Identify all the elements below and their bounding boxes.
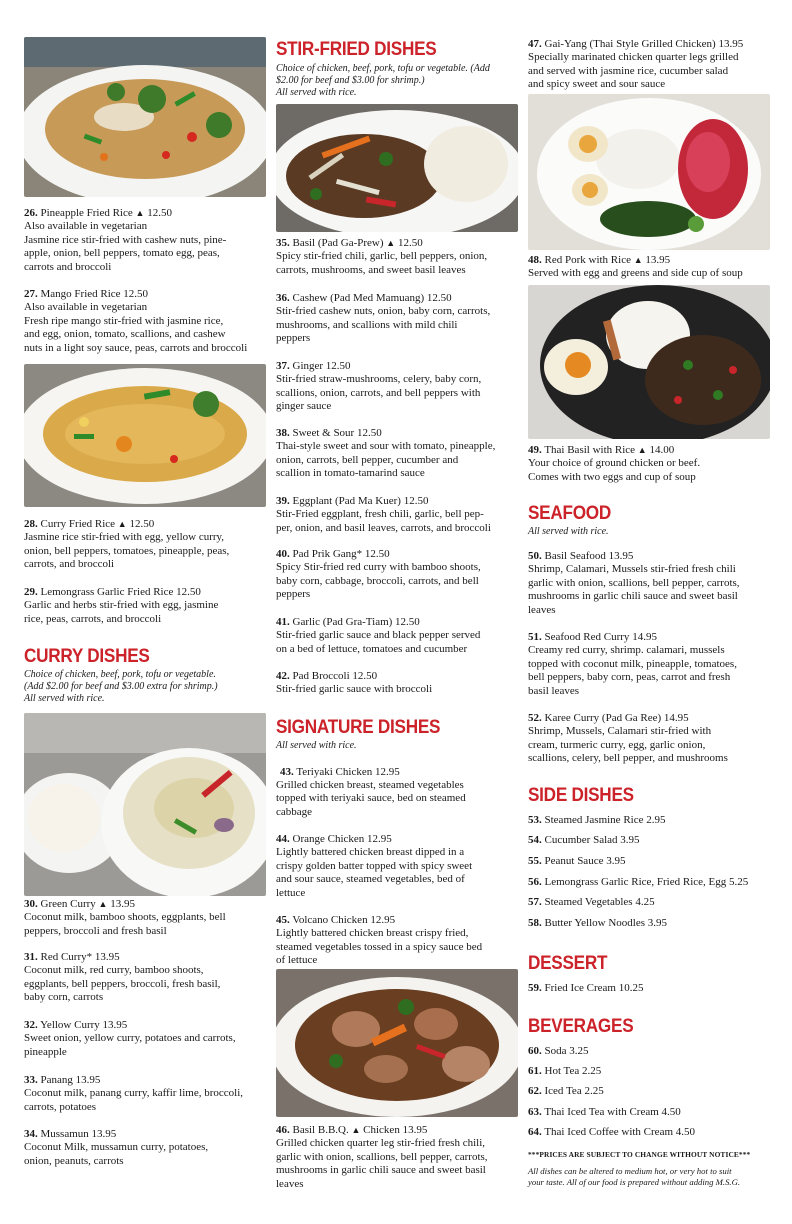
section-note-stir-fried: Choice of chicken, beef, pork, tofu or vegetable. (Add $2.00 for beef and $3.00 for shrimp.) All served with rice. [276, 63, 490, 98]
item-price: 12.50 [395, 616, 420, 628]
item-name: Karee Curry (Pad Ga Ree) [544, 712, 662, 724]
item-number: 30. [24, 898, 38, 910]
item-price: 14.00 [649, 444, 675, 456]
menu-item-45 [276, 914, 518, 968]
item-price: 14.95 [663, 712, 689, 724]
item-name: Panang [40, 1074, 73, 1086]
item-price: 13.95 [402, 1124, 428, 1136]
spicy-indicator-icon: ▲ [386, 238, 396, 248]
thai-basil-with-rice-photo [528, 285, 770, 439]
item-number: 61. [528, 1065, 542, 1077]
item-price: 12.50 [129, 518, 155, 530]
section-heading-seafood: SEAFOOD [528, 502, 612, 524]
item-text: Cucumber Salad 3.95 [544, 834, 640, 846]
spicy-indicator-icon: ▲ [135, 208, 145, 218]
item-number: 39. [276, 495, 290, 507]
item-number: 26. [24, 207, 38, 219]
menu-item-28 [24, 518, 266, 572]
side-item-56 [528, 876, 748, 888]
item-number: 49. [528, 444, 542, 456]
item-description: Garlic and herbs stir-fried with egg, jasmine rice, peas, carrots, and broccoli [24, 599, 219, 625]
item-description: Stir-Fried eggplant, fresh chili, garlic, bell pep- per, onion, and basil leaves, carrots, and broccoli [276, 508, 491, 534]
item-price: 12.50 [364, 548, 390, 560]
item-text: Lemongrass Garlic Rice, Fried Rice, Egg 5.25 [544, 876, 749, 888]
item-price: 13.95 [110, 898, 135, 910]
item-name: Pad Prik Gang* [292, 548, 363, 560]
menu-item-37 [276, 360, 518, 414]
item-description: Also available in vegetarian Fresh ripe mango stir-fried with jasmine rice, and egg, onion, tomato, scallions, and cashew nuts in a light soy sauce, peas, carrots and broccoli [24, 301, 248, 354]
item-number: 41. [276, 616, 290, 628]
item-name: Teriyaki Chicken [296, 766, 373, 778]
beverage-item-63 [528, 1106, 681, 1118]
mango-curry-fried-rice-photo [24, 364, 266, 507]
item-price: 12.50 [147, 207, 172, 219]
item-number: 29. [24, 586, 38, 598]
item-description: Stir-fried garlic sauce with broccoli [276, 683, 433, 696]
red-pork-with-rice-photo [528, 94, 770, 250]
item-number: 50. [528, 550, 542, 562]
item-name: Seafood Red Curry [544, 631, 630, 643]
item-number: 56. [528, 876, 542, 888]
item-name: Thai Basil with Rice [544, 444, 636, 456]
item-description: Sweet onion, yellow curry, potatoes and carrots, pineapple [24, 1032, 236, 1058]
menu-item-49 [528, 444, 770, 484]
item-price: 13.95 [718, 38, 744, 50]
item-description: Stir-fried cashew nuts, onion, baby corn, carrots, mushrooms, and scallions with mild chili peppers [276, 305, 491, 345]
item-description: Grilled chicken breast, steamed vegetables topped with teriyaki sauce, bed on steamed cabbage [276, 779, 466, 818]
item-name: Basil B.B.Q. [292, 1124, 349, 1136]
menu-item-35 [276, 237, 518, 277]
item-description: Coconut milk, bamboo shoots, eggplants, bell peppers, broccoli and fresh basil [24, 911, 226, 937]
item-description: Creamy red curry, shrimp. calamari, mussels topped with coconut milk, pineapple, tomatoes, bell peppers, baby corn, peas, carrot and fresh basil leaves [528, 644, 737, 697]
item-number: 46. [276, 1124, 290, 1136]
item-name: Mussamun [40, 1128, 89, 1140]
dessert-item-59 [528, 982, 643, 994]
item-name: Sweet & Sour [292, 427, 355, 439]
item-number: 36. [276, 292, 290, 304]
item-description: Grilled chicken quarter leg stir-fried fresh chili, garlic with onion, scallions, bell pepper, carrots, mushrooms in garlic chili sauce and sweet basil leaves [276, 1137, 488, 1190]
item-name-suffix: Chicken [363, 1124, 400, 1136]
item-number: 52. [528, 712, 542, 724]
item-number: 64. [528, 1126, 542, 1138]
side-item-57 [528, 896, 655, 908]
side-item-53 [528, 814, 665, 826]
item-name: Curry Fried Rice [40, 518, 116, 530]
item-text: Fried Ice Cream 10.25 [544, 982, 644, 994]
item-description: Stir-fried garlic sauce and black pepper served on a bed of lettuce, tomatoes and cucumber [276, 629, 481, 655]
item-number: 28. [24, 518, 38, 530]
section-note-seafood: All served with rice. [528, 526, 609, 537]
item-number: 58. [528, 917, 542, 929]
item-price: 12.50 [352, 670, 378, 682]
item-name: Eggplant (Pad Ma Kuer) [292, 495, 401, 507]
item-price: 12.95 [374, 766, 400, 778]
item-price: 14.95 [632, 631, 657, 643]
item-number: 38. [276, 427, 290, 439]
item-description: Shrimp, Calamari, Mussels stir-fried fresh chili garlic with onion, scallions, bell pepper, carrots, mushrooms in garlic chili sauce and sweet basil leaves [528, 563, 740, 616]
item-description: Also available in vegetarian Jasmine rice stir-fried with cashew nuts, pine- apple, onion, bell peppers, tomato egg, peas, carrots and broccoli [24, 220, 227, 273]
menu-item-34 [24, 1128, 266, 1168]
item-description: Specially marinated chicken quarter legs grilled and served with jasmine rice, cucumber salad and spicy sweet and sour sauce [528, 51, 739, 91]
item-text: Butter Yellow Noodles 3.95 [544, 917, 668, 929]
menu-item-36 [276, 292, 518, 346]
item-name: Garlic (Pad Gra-Tiam) [292, 616, 393, 628]
menu-item-29 [24, 586, 266, 626]
side-item-54 [528, 834, 640, 846]
item-description: Your choice of ground chicken or beef. Comes with two eggs and cup of soup [528, 457, 701, 483]
item-price: 12.50 [397, 237, 423, 249]
item-description: Jasmine rice stir-fried with egg, yellow curry, onion, bell peppers, tomatoes, pineapple, peas, carrots, and broccoli [24, 531, 230, 571]
item-description: Coconut milk, red curry, bamboo shoots, eggplants, bell peppers, broccoli, fresh basil, baby corn, carrots [24, 964, 221, 1004]
menu-item-50 [528, 550, 770, 617]
item-name: Basil (Pad Ga-Prew) [292, 237, 384, 249]
item-text: Iced Tea 2.25 [544, 1085, 604, 1097]
item-price: 13.95 [75, 1074, 101, 1086]
menu-item-40 [276, 548, 518, 602]
section-note-curry: Choice of chicken, beef, pork, tofu or vegetable. (Add $2.00 for beef and $3.00 extra for shrimp.) All served with rice. [24, 669, 218, 704]
item-description: Coconut milk, panang curry, kaffir lime, broccoli, carrots, potatoes [24, 1087, 244, 1113]
item-description: Spicy Stir-fried red curry with bamboo shoots, baby corn, cabbage, broccoli, carrots, and bell peppers [276, 561, 481, 601]
item-description: Lightly battered chicken breast crispy fried, steamed vegetables tossed in a spicy sauce bed of lettuce [276, 927, 483, 967]
menu-item-44 [276, 833, 518, 900]
beverage-item-64 [528, 1126, 695, 1138]
item-description: Thai-style sweet and sour with tomato, pineapple, onion, carrots, bell pepper, cucumber and scallion in tomato-tamarind sauce [276, 440, 496, 480]
menu-item-26 [24, 207, 266, 274]
item-price: 12.50 [176, 586, 201, 598]
item-description: Spicy stir-fried chili, garlic, bell peppers, onion, carrots, mushrooms, and sweet basil leaves [276, 250, 488, 276]
item-price: 12.50 [325, 360, 351, 372]
item-name: Cashew (Pad Med Mamuang) [292, 292, 425, 304]
beverage-item-62 [528, 1085, 604, 1097]
menu-item-41 [276, 616, 518, 656]
item-number: 63. [528, 1106, 542, 1118]
spicy-indicator-icon: ▲ [637, 445, 647, 455]
item-price: 13.95 [608, 550, 634, 562]
item-number: 31. [24, 951, 38, 963]
menu-item-42 [276, 670, 518, 697]
beverage-item-60 [528, 1045, 589, 1057]
menu-item-38 [276, 427, 518, 481]
menu-item-51 [528, 631, 770, 698]
item-text: Steamed Jasmine Rice 2.95 [544, 814, 666, 826]
item-number: 27. [24, 288, 38, 300]
menu-item-46 [276, 1124, 518, 1191]
item-number: 47. [528, 38, 542, 50]
section-heading-side-dishes: SIDE DISHES [528, 784, 634, 806]
spicy-indicator-icon: ▲ [351, 1125, 361, 1135]
menu-item-43 [280, 766, 518, 779]
item-number: 57. [528, 896, 542, 908]
item-price: 12.95 [367, 833, 392, 845]
item-price: 13.95 [91, 1128, 117, 1140]
item-description: Served with egg and greens and side cup of soup [528, 267, 743, 280]
item-number: 32. [24, 1019, 38, 1031]
section-heading-beverages: BEVERAGES [528, 1015, 634, 1037]
item-name: Gai-Yang (Thai Style Grilled Chicken) [544, 38, 716, 50]
spicy-indicator-icon: ▲ [98, 899, 108, 909]
item-text: Thai Iced Tea with Cream 4.50 [544, 1106, 681, 1118]
item-number: 51. [528, 631, 542, 643]
item-text: Thai Iced Coffee with Cream 4.50 [544, 1126, 696, 1138]
side-item-58 [528, 917, 667, 929]
item-price: 12.50 [426, 292, 452, 304]
item-number: 59. [528, 982, 542, 994]
spicy-indicator-icon: ▲ [633, 255, 643, 265]
item-text: Soda 3.25 [544, 1045, 589, 1057]
item-number: 43. [280, 766, 294, 778]
item-name: Red Pork with Rice [544, 254, 631, 266]
basil-stir-fry-photo [276, 104, 518, 232]
item-name: Red Curry* [40, 951, 93, 963]
item-number: 60. [528, 1045, 542, 1057]
item-name: Pad Broccoli [292, 670, 350, 682]
item-name: Orange Chicken [292, 833, 365, 845]
item-number: 37. [276, 360, 290, 372]
menu-item-48 [528, 254, 770, 281]
spicy-indicator-icon: ▲ [117, 519, 127, 529]
section-heading-curry: CURRY DISHES [24, 645, 150, 667]
item-number: 48. [528, 254, 542, 266]
item-number: 40. [276, 548, 290, 560]
item-price: 12.95 [370, 914, 396, 926]
item-number: 62. [528, 1085, 542, 1097]
item-number: 55. [528, 855, 542, 867]
item-description: Coconut Milk, mussamun curry, potatoes, onion, peanuts, carrots [24, 1141, 209, 1167]
menu-item-47 [528, 38, 770, 92]
item-name: Yellow Curry [40, 1019, 100, 1031]
section-note-signature: All served with rice. [276, 740, 357, 751]
item-number: 34. [24, 1128, 38, 1140]
menu-item-43-description [276, 779, 518, 819]
item-number: 44. [276, 833, 290, 845]
section-heading-dessert: DESSERT [528, 952, 608, 974]
item-price: 12.50 [403, 495, 429, 507]
section-heading-signature: SIGNATURE DISHES [276, 716, 441, 738]
item-name: Volcano Chicken [292, 914, 368, 926]
item-name: Lemongrass Garlic Fried Rice [40, 586, 174, 598]
menu-item-52 [528, 712, 770, 766]
item-price: 13.95 [645, 254, 671, 266]
section-heading-stir-fried: STIR-FRIED DISHES [276, 38, 437, 60]
item-number: 33. [24, 1074, 38, 1086]
item-name: Ginger [292, 360, 324, 372]
menu-item-27 [24, 288, 266, 355]
item-text: Steamed Vegetables 4.25 [544, 896, 655, 908]
basil-bbq-chicken-photo [276, 969, 518, 1117]
item-name: Basil Seafood [544, 550, 606, 562]
menu-item-30 [24, 898, 266, 938]
beverage-item-61 [528, 1065, 601, 1077]
footer-note: All dishes can be altered to medium hot, or very hot to suit your taste. All of our food is prepared without adding M.S.G. [528, 1166, 741, 1187]
green-curry-photo [24, 713, 266, 896]
item-text: Peanut Sauce 3.95 [544, 855, 626, 867]
item-price: 13.95 [102, 1019, 128, 1031]
item-description: Lightly battered chicken breast dipped in a crispy golden batter topped with spicy sweet and sour sauce, steamed vegetables, bed of lettuce [276, 846, 473, 899]
item-text: Hot Tea 2.25 [544, 1065, 602, 1077]
item-name: Mango Fried Rice [40, 288, 121, 300]
item-name: Pineapple Fried Rice [40, 207, 133, 219]
item-number: 54. [528, 834, 542, 846]
item-price: 12.50 [356, 427, 382, 439]
item-number: 53. [528, 814, 542, 826]
item-name: Green Curry [40, 898, 96, 910]
item-description: Shrimp, Mussels, Calamari stir-fried with cream, turmeric curry, egg, garlic onion, scallions, celery, bell pepper, and mushrooms [528, 725, 728, 765]
menu-item-31 [24, 951, 266, 1005]
menu-item-33 [24, 1074, 266, 1114]
item-number: 42. [276, 670, 290, 682]
menu-item-39 [276, 495, 518, 535]
item-price: 13.95 [94, 951, 120, 963]
pineapple-fried-rice-photo [24, 37, 266, 197]
item-number: 45. [276, 914, 290, 926]
menu-item-32 [24, 1019, 266, 1059]
item-price: 12.50 [123, 288, 149, 300]
side-item-55 [528, 855, 625, 867]
price-change-notice: ***PRICES ARE SUBJECT TO CHANGE WITHOUT NOTICE*** [528, 1150, 751, 1159]
item-description: Stir-fried straw-mushrooms, celery, baby corn, scallions, onion, carrots, and bell peppers with ginger sauce [276, 373, 482, 413]
item-number: 35. [276, 237, 290, 249]
